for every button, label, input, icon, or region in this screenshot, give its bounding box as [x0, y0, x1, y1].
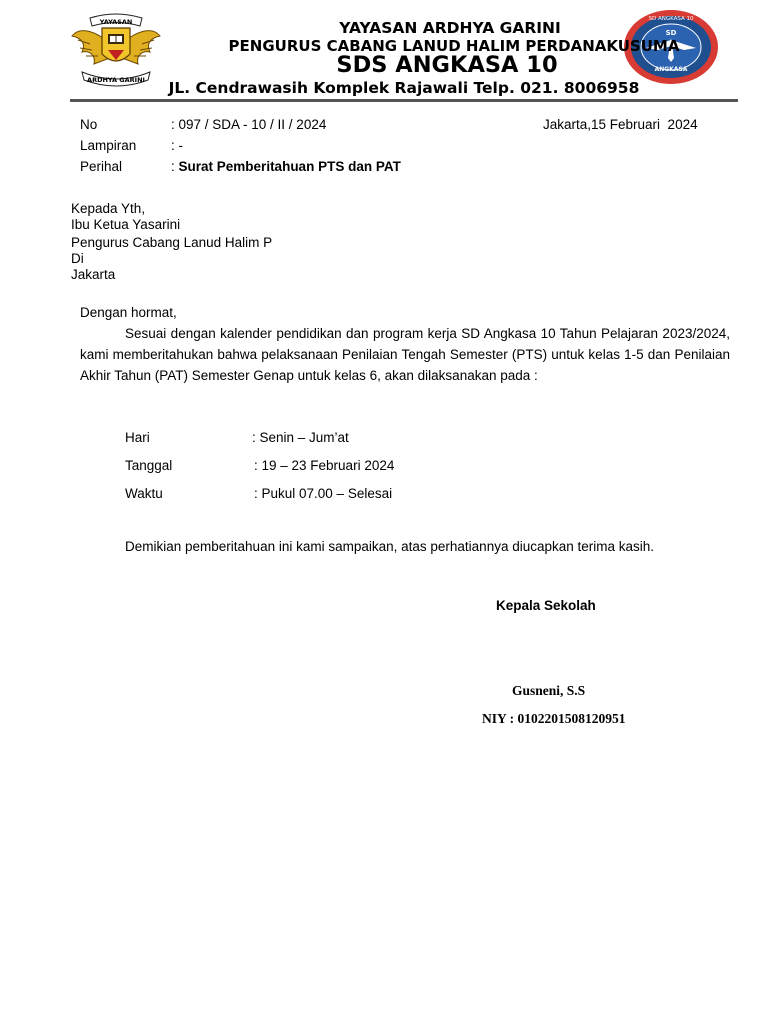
foundation-name: YAYASAN ARDHYA GARINI: [339, 19, 561, 37]
lampiran-label: Lampiran: [80, 138, 137, 153]
schedule-tanggal-label: Tanggal: [125, 458, 173, 473]
no-label: No: [80, 117, 98, 132]
recipient-line-1: Kepada Yth,: [71, 201, 146, 216]
left-logo-top-text: YAYASAN: [99, 18, 133, 26]
perihal-value-row: [171, 159, 401, 174]
schedule-hari-value: : Senin – Jum’at: [252, 430, 349, 445]
signature-title: Kepala Sekolah: [496, 598, 596, 613]
perihal-label: Perihal: [80, 159, 123, 174]
left-logo-bottom-text: ARDHYA GARINI: [87, 76, 145, 84]
schedule-waktu-label: Waktu: [125, 486, 163, 501]
lampiran-value: : -: [171, 138, 183, 153]
perihal-colon: :: [171, 159, 175, 174]
signature-name: Gusneni, S.S: [512, 683, 586, 698]
branch-name: PENGURUS CABANG LANUD HALIM PERDANAKUSUMA: [228, 37, 680, 55]
schedule-waktu-value: : Pukul 07.00 – Selesai: [254, 486, 393, 501]
closing-sentence: Demikian pemberitahuan ini kami sampaikan, atas perhatiannya diucapkan terima kasih.: [125, 539, 655, 554]
school-address: JL. Cendrawasih Komplek Rajawali Telp. 021. 8006958: [168, 79, 640, 97]
recipient-line-5: Jakarta: [71, 267, 116, 282]
perihal-value: Surat Pemberitahuan PTS dan PAT: [178, 159, 401, 174]
signature-niy: NIY : 0102201508120951: [482, 711, 626, 726]
header-divider: [70, 99, 738, 102]
schedule-tanggal-value: : 19 – 23 Februari 2024: [254, 458, 395, 473]
greeting: Dengan hormat,: [80, 305, 177, 320]
right-logo-center-bottom: ANGKASA: [654, 66, 688, 73]
right-logo-arc-text: SD ANGKASA 10: [648, 16, 694, 22]
letter-date: Jakarta,15 Februari 2024: [543, 117, 698, 132]
recipient-line-4: Di: [71, 251, 84, 266]
right-logo-center-top: SD: [665, 29, 677, 37]
recipient-line-2: Ibu Ketua Yasarini: [71, 217, 181, 232]
no-value: : 097 / SDA - 10 / II / 2024: [171, 117, 327, 132]
recipient-line-3: Pengurus Cabang Lanud Halim P: [71, 235, 273, 250]
schedule-hari-label: Hari: [125, 430, 150, 445]
body-paragraph: Sesuai dengan kalender pendidikan dan program kerja SD Angkasa 10 Tahun Pelajaran 2023/2024, kami memberitahukan bahwa pelaksanaan Penilaian Tengah Semester (PTS) untuk kelas 1-5 dan Penilaian Akhir Tahun (PAT) Semester Genap untuk kelas 6, akan dilaksanakan pada :: [80, 326, 730, 383]
school-name: SDS ANGKASA 10: [336, 52, 558, 78]
